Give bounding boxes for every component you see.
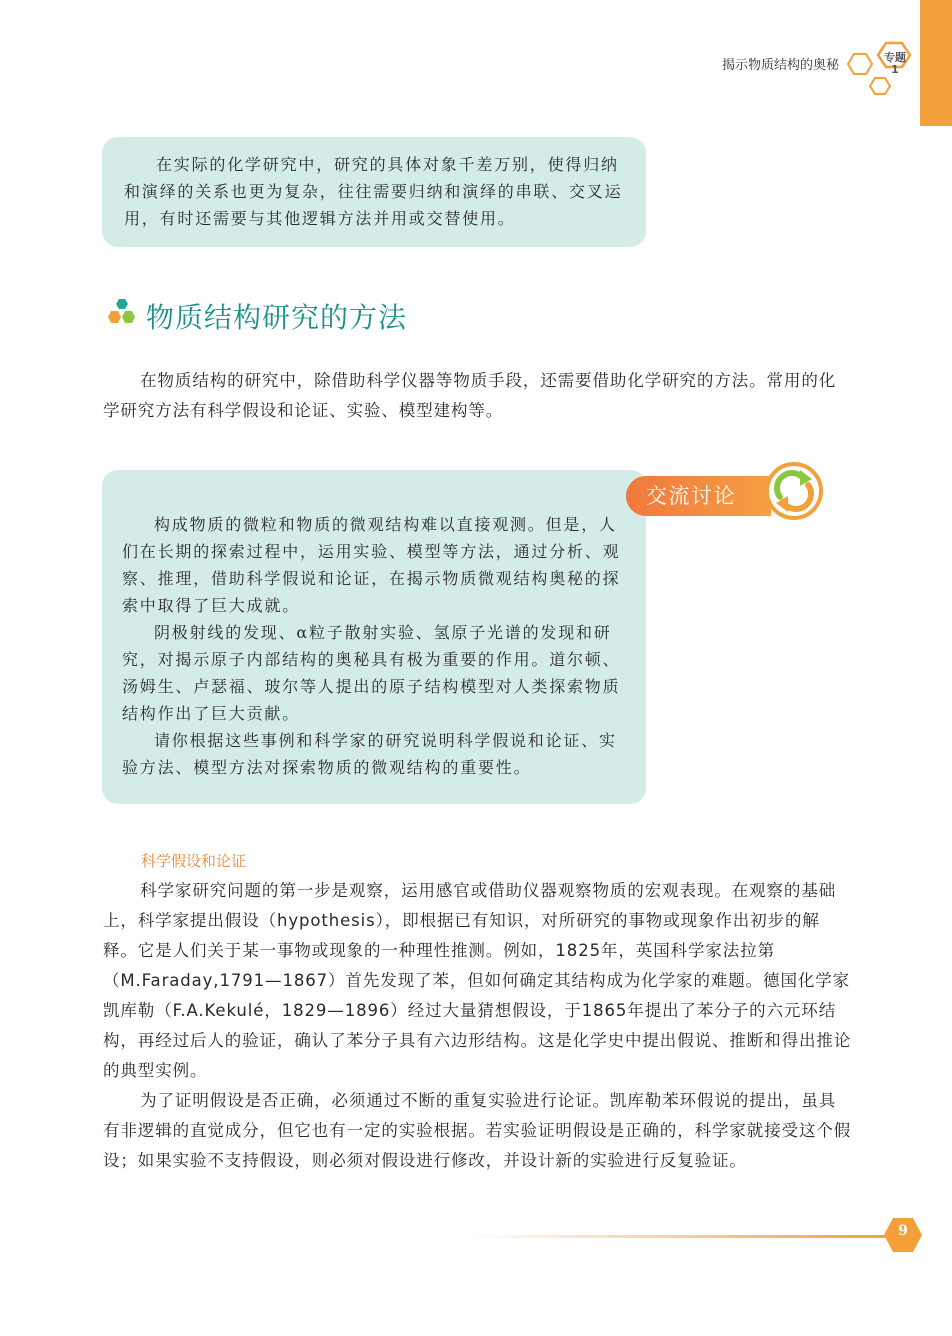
note-text: 在实际的化学研究中，研究的具体对象千差万别，使得归纳和演绎的关系也更为复杂，往往需要归纳和演绎的串联、交叉运用，有时还需要与其他逻辑方法并用或交替使用。 (124, 155, 623, 228)
body-paragraph: 科学家研究问题的第一步是观察，运用感官或借助仪器观察物质的宏观表现。在观察的基础上，科学家提出假设（hypothesis），即根据已有知识，对所研究的事物或现象作出初步的解释。它是人们关于某一事物或现象的一种理性推测。例如，1825年，英国科学家法拉第（M.Faraday,1791—1867）首先发现了苯，但如何确定其结构成为化学家的难题。德国化学家凯库勒（F.A.Kekulé，1829—1896）经过大量猜想假设，于1865年提出了苯分子的六元环结构，再经过后人的验证，确认了苯分子具有六边形结构。这是化学史中提出假说、推断和得出推论的典型实例。 (103, 881, 852, 1080)
footer-divider (470, 1235, 885, 1238)
subsection-body (103, 876, 853, 1176)
discussion-paragraph: 阴极射线的发现、α粒子散射实验、氢原子光谱的发现和研究，对揭示原子内部结构的奥秘具有极为重要的作用。道尔顿、汤姆生、卢瑟福、玻尔等人提出的原子结构模型对人类探索物质结构作出了巨大贡献。 (122, 623, 621, 723)
discussion-paragraph: 构成物质的微粒和物质的微观结构难以直接观测。但是，人们在长期的探索过程中，运用实验、模型等方法，通过分析、观察、推理，借助科学假说和论证，在揭示物质微观结构奥秘的探索中取得了巨大成就。 (122, 515, 621, 615)
section-title: 物质结构研究的方法 (146, 301, 408, 334)
body-paragraph: 为了证明假设是否正确，必须通过不断的重复实验进行论证。凯库勒苯环假说的提出，虽具有非逻辑的直觉成分，但它也有一定的实验根据。若实验证明假设是正确的，科学家就接受这个假设；如果实验不支持假设，则必须对假设进行修改，并设计新的实验进行反复验证。 (103, 1091, 852, 1170)
hexagon-cluster-icon (104, 298, 138, 328)
discussion-paragraph: 请你根据这些事例和科学家的研究说明科学假说和论证、实验方法、模型方法对探索物质的微观结构的重要性。 (122, 731, 617, 777)
refresh-arrows-icon (758, 455, 830, 527)
section-intro: 在物质结构的研究中，除借助科学仪器等物质手段，还需要借助化学研究的方法。常用的化学研究方法有科学假设和论证、实验、模型建构等。 (103, 371, 837, 420)
running-header-title: 揭示物质结构的奥秘 (722, 58, 840, 73)
note-box (102, 137, 646, 247)
discussion-badge: 交流讨论 (626, 476, 771, 516)
chapter-edge-tab (920, 0, 952, 126)
discussion-box (102, 470, 646, 804)
topic-label: 专题 1 (884, 51, 906, 76)
page-number: 9 (898, 1223, 908, 1239)
subsection-heading: 科学假设和论证 (141, 852, 247, 870)
